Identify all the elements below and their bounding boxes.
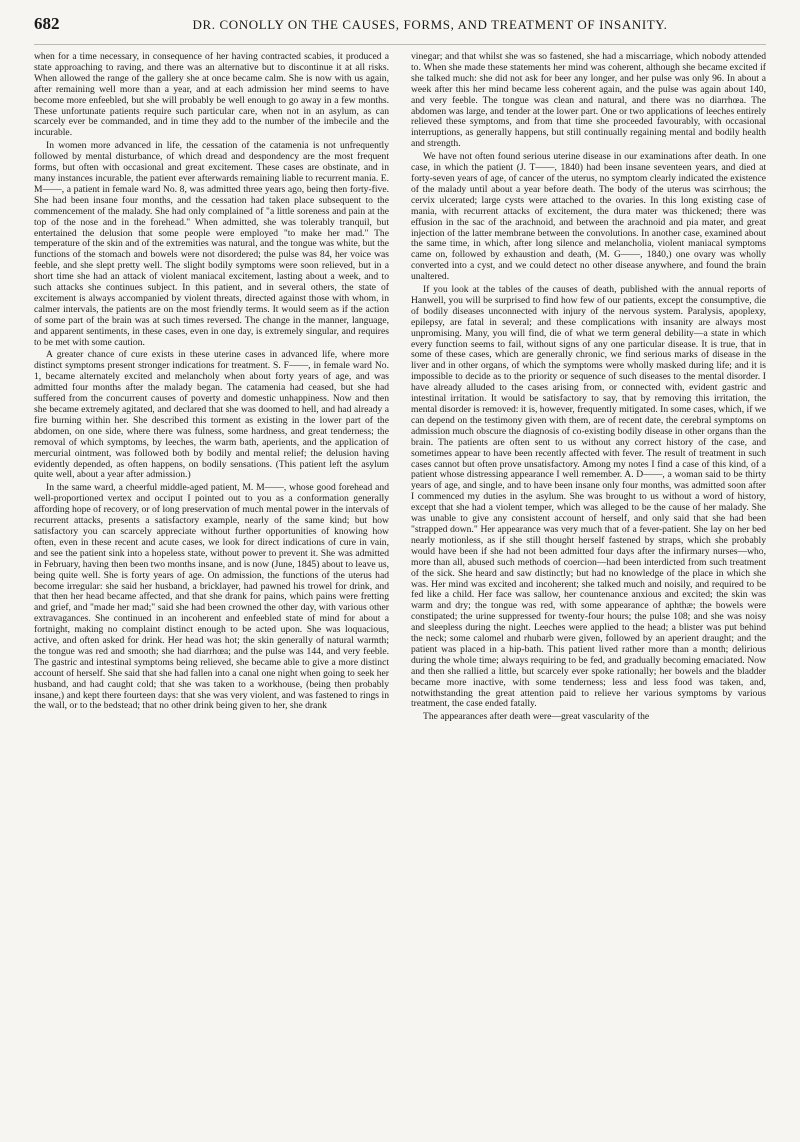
body-columns [34,52,766,1132]
paragraph: vinegar; and that whilst she was so fastened, she had a miscarriage, which nobody attended to. When she made these statements her mind was coherent, although she became excited if she talked much: she did not ask for beer any longer, and her pulse was only 96. In about a week after this her mind became less coherent again, and the pulse was again about 140, and very feeble. The tongue was clean and natural, and there was no diarrhœa. The abdomen was large, and tender at the lower part. One or two applications of leeches entirely relieved these symptoms, and from that time she proceeded favourably, with occasional interruptions, as generally happens, but still continually regaining mental and bodily health and strength. [411,52,766,150]
running-title: DR. CONOLLY ON THE CAUSES, FORMS, AND TREATMENT OF INSANITY. [192,17,668,32]
paragraph: We have not often found serious uterine disease in our examinations after death. In one case, in which the patient (J. T——, 1840) had been insane seventeen years, and died at forty-seven years of age, of cancer of the uterus, no symptom clearly indicated the existence of the malady until about a year before death. The body of the uterus was scirrhous; the cervix ulcerated; large cysts were attached to the ovaries. In this long existing case of mania, with recurrent attacks of excitement, the dura mater was thickened; there was effusion in the sac of the arachnoid, and between the arachnoid and pia mater, and great injection of the latter membrane between the convolutions. In another case, examined about the same time, in which, after long silence and melancholia, violent maniacal symptoms came on, followed by exhaustion and death, (M. G——, 1840,) one ovary was wholly converted into a cyst, and we could detect no other disease anywhere, and found the brain unaltered. [411,151,766,283]
left-column [34,52,389,1132]
paragraph: when for a time necessary, in consequence of her having contracted scabies, it produced a state approaching to raving, and there was an alternative but to discontinue it at all risks. When allowed the range of the gallery she at once became calm. She is now with us again, after remaining well more than a year, and at each admission her mind seems to have become more enfeebled, but she will probably be well enough to go away in a few months. These unfortunate patients require such particular care, when not in an asylum, as can scarcely ever be commanded, and in time they add to the number of the imbecile and the incurable. [34,52,389,139]
paragraph: If you look at the tables of the causes of death, published with the annual reports of Hanwell, you will be surprised to find how few of our patients, except the consumptive, die of bodily diseases unconnected with injury of the nervous system. Paralysis, apoplexy, epilepsy, are fatal in several; and these complications with insanity are always most unpromising. Many, you will find, die of what we term general debility—a state in which every function seems to fail, without signs of any one particular disease. It is true, that in some of these cases, which are generally chronic, we find serious marks of disease in the liver and in other organs, of which the symptoms were wholly masked during life; and it is impossible to decide as to the priority or sequence of such diseases to the mental disorder. I have already alluded to the cases arising from, or connected with, evident gastric and intestinal irritation. It would be satisfactory to say, that by removing this irritation, the mental disorder is removed: it is, however, frequently mitigated. In some cases, which, if we can depend on the testimony given with them, are of recent date, the cerebral symptoms on admission much obscure the diagnosis of co-existing bodily disease in other organs than the brain. The patients are often sent to us without any correct history of the case, and sometimes appear to have been recently affected with fever. The result of treatment in such cases cannot but often prove unsatisfactory. Among my notes I find a case of this kind, of a patient whose distressing appearance I well remember. A. D——, a woman said to be thirty years of age, and single, and to have been insane only four months, was admitted soon after I commenced my duties in the asylum. She was brought to us without a word of history, except that she had a violent temper, which was alleged to be the cause of her malady. She was unable to give any consistent account of herself, and only said that she had been "strapped down." Her appearance was very much that of a fever-patient. She lay on her bed nearly motionless, as if she still thought herself fastened by straps, which she probably would have been if she had not been admitted four days after the infirmary nurses—who, more than all, abused such methods of coercion—had been interdicted from such treatment of the sick. She heard and saw distinctly; but had no knowledge of the place in which she was. Her mind was excited and incoherent; she talked much and noisily, and required to be fed like a child. Her face was sallow, her countenance anxious and excited; the skin was warm and dry; the tongue was red, with some appearance of aphthæ; the bowels were constipated; the urine suppressed for twenty-four hours; the pulse 108; and she was noisy and sleepless during the night. Leeches were applied to the head; a blister was put behind the neck; some calomel and rhubarb were given, followed by an aperient draught; and the patient was placed in a hip-bath. This patient lived rather more than a month; delirious during the whole time; always requiring to be fed, and gradually becoming emaciated. Now and then she rallied a little, but scarcely ever spoke rationally; her bowels and the bladder became more inactive, with some tenderness; less and less food was taken, and, notwithstanding the great attention paid to relieve her various symptoms by various treatment, the case ended fatally. [411,284,766,710]
paragraph: The appearances after death were—great vascularity of the [423,711,650,723]
page-header [34,14,766,45]
paragraph: In the same ward, a cheerful middle-aged patient, M. M——, whose good forehead and well-proportioned vertex and occiput I pointed out to you as a conformation generally affording hope of recovery, or of long preservation of much mental power in the intervals of recurrent attacks, presents a satisfactory example, nearly of the same kind; but how satisfactory you can scarcely appreciate without further opportunities of knowing how often, even in these recent and acute cases, we look for direct indications of cure in vain, and see the patient sink into a hopeless state, without power to prevent it. She was admitted in February, having then been two months insane, and is now (June, 1845) about to leave us, being quite well. She is forty years of age. On admission, the functions of the uterus had become irregular: she said her husband, a bricklayer, had pawned his trowel for drink, and that then her head became affected, and that she drank for pains, which pains were fretting and grief, and "made her mad;" said she had been crowned the other day, with various other extravagances. She continued in an incoherent and enfeebled state of mind for about a fortnight, making no complaint distinct enough to be acted upon. She was loquacious, active, and often asked for drink. Her head was hot; the skin generally of natural warmth; the tongue was red and smooth; she had diarrhœa; and the pulse was 144, and very feeble. The gastric and intestinal symptoms being relieved, she became able to give a more distinct account of herself. She said that she had fallen into a canal one night when going to seek her husband, and had caught cold; that she was taken to a workhouse, (being then probably insane,) and kept there fourteen days: that she was very violent, and was fastened to rings in the wall, or to the bedstead; that no other drink being given to her, she drank [34,482,389,712]
page-number: 682 [34,14,60,33]
paragraph: A greater chance of cure exists in these uterine cases in advanced life, where more distinct symptoms present stronger indications for treatment. S. F——, in female ward No. 1, became alternately excited and melancholy when about forty years of age, and was admitted four months after the malady began. The catamenia had ceased, but she had suffered from the concurrent causes of poverty and domestic unhappiness. Now and then she became extremely agitated, and declared that she was doomed to hell, and had already a fire burning within her. She described this torment as existing in the lower part of the abdomen, on one side, where there was fulness, some hardness, and great tenderness; the removal of which symptoms, by leeches, the warm bath, aperients, and the application of mercurial ointment, was followed both by bodily and mental relief; the delusion having evidently depended, as often happens, on bodily sensations. (This patient left the asylum quite well, about a year after admission.) [34,349,389,481]
right-column [411,52,766,1132]
paragraph: In women more advanced in life, the cessation of the catamenia is not unfrequently followed by mental disturbance, of which dread and despondency are the most frequent forms, but often with occasional and great excitement. These cases are obstinate, and in many instances incurable, the patient ever afterwards remaining liable to recurrent mania. E. M——, a patient in female ward No. 8, was admitted three years ago, being then forty-five. She had been insane four months, and the cessation had taken place subsequent to the commencement of the malady. She had only complained of "a little soreness and pain at the top of the nose and in the forehead." When admitted, she was tolerably tranquil, but entertained the delusion that some people were employed "to make her mad." The temperature of the skin and of the extremities was natural, and the tongue was white, but the functions of the stomach and bowels were not disordered; the pulse was 84, her voice was feeble, and she slept pretty well. The slight bodily symptoms were soon relieved, but in a short time she had an attack of violent maniacal excitement, lasting about a week, and to such attacks she continues subject. In this patient, and in several others, the state of excitement is always accompanied by violent threats, directed against those with whom, in calmer intervals, the patients are on the most friendly terms. It would seem as if the action of some part of the brain was at such times reversed. The change in the manner, language, and apparent sentiments, in these cases, even in one day, is extremely singular, and requires to be met with some caution. [34,140,389,348]
